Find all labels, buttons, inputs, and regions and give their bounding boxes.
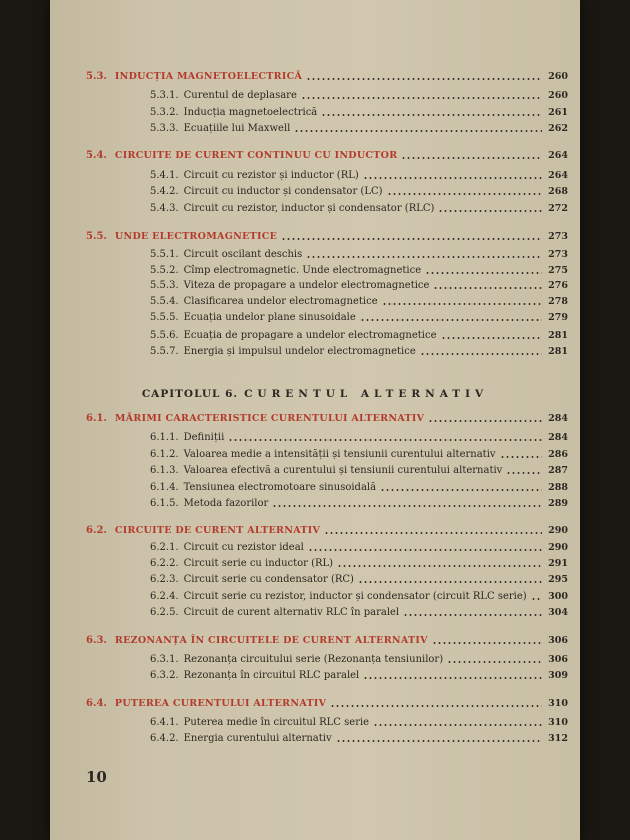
toc-subsection-entry [50,604,580,620]
toc-subsection-entry [50,730,580,746]
toc-subsection-entry [50,495,580,511]
entry-title: Cîmp electromagnetic. Unde electromagnetice [183,264,422,276]
entry-title: Metoda fazorilor [183,497,269,509]
entry-title: REZONANȚA ÎN CIRCUITELE DE CURENT ALTERNATIV [114,634,428,646]
entry-number: 6.1.4. [150,481,179,493]
entry-number: 5.4.3. [150,202,179,214]
entry-page-number: 272 [548,202,568,214]
entry-title: Ecuația de propagare a undelor electromagnetice [183,329,437,341]
entry-number: 6.4. [86,697,107,709]
page-number: 10 [86,768,107,786]
entry-title: Circuit serie cu inductor (RL) [183,557,334,569]
entry-number: 5.3.1. [150,89,179,101]
entry-page-number: 281 [548,329,568,341]
chapter-title: CURENTUL ALTERNATIV [244,388,489,400]
entry-title: CIRCUITE DE CURENT CONTINUU CU INDUCTOR [114,149,398,161]
entry-number: 6.1.1. [150,431,179,443]
entry-page-number: 291 [548,557,568,569]
dot-leader [433,287,542,289]
entry-title: Ecuațiile lui Maxwell [183,122,291,134]
entry-title: Circuit serie cu rezistor, inductor și condensator (circuit RLC serie) [183,590,527,602]
entry-title: CIRCUITE DE CURENT ALTERNATIV [114,524,321,536]
book-page [50,0,580,840]
entry-page-number: 264 [548,149,568,161]
dot-leader [403,614,542,616]
toc-subsection-entry [50,343,580,359]
dot-leader [382,303,542,305]
toc-subsection-entry [50,167,580,183]
dot-leader [401,157,542,159]
entry-page-number: 288 [548,481,568,493]
dot-leader [373,724,542,726]
entry-page-number: 289 [548,497,568,509]
entry-page-number: 278 [548,295,568,307]
dot-leader [363,677,542,679]
entry-title: Circuit cu rezistor ideal [183,541,304,553]
entry-title: Valoarea efectivă a curentului și tensiunii curentului alternativ [183,464,503,476]
toc-subsection-entry [50,87,580,103]
toc-subsection-entry [50,120,580,136]
entry-title: PUTEREA CURENTULUI ALTERNATIV [114,697,327,709]
entry-title: Viteza de propagare a undelor electromagnetice [183,279,430,291]
entry-number: 6.2. [86,524,107,536]
entry-page-number: 306 [548,634,568,646]
entry-number: 6.2.3. [150,573,179,585]
dot-leader [324,532,542,534]
entry-title: MĂRIMI CARACTERISTICE CURENTULUI ALTERNATIV [114,412,425,424]
entry-page-number: 273 [548,230,568,242]
toc-subsection-entry [50,277,580,293]
entry-page-number: 284 [548,412,568,424]
entry-number: 5.5.4. [150,295,179,307]
dot-leader [420,353,542,355]
dot-leader [380,489,542,491]
entry-number: 5.4.2. [150,185,179,197]
toc-subsection-entry [50,555,580,571]
entry-number: 5.4. [86,149,107,161]
toc-section-entry [50,147,580,163]
dot-leader [387,193,542,195]
toc-subsection-entry [50,104,580,120]
dot-leader [321,114,542,116]
entry-title: Curentul de deplasare [183,89,297,101]
dot-leader [363,177,542,179]
entry-number: 6.2.4. [150,590,179,602]
toc-section-entry [50,68,580,84]
entry-title: Energia și impulsul undelor electromagnetice [183,345,416,357]
dot-leader [360,319,542,321]
dot-leader [281,238,542,240]
entry-number: 5.5. [86,230,107,242]
dot-leader [447,661,542,663]
entry-page-number: 309 [548,669,568,681]
entry-page-number: 290 [548,541,568,553]
dot-leader [500,456,542,458]
entry-number: 5.5.2. [150,264,179,276]
toc-subsection-entry [50,429,580,445]
toc-subsection-entry [50,200,580,216]
entry-page-number: 306 [548,653,568,665]
dot-leader [358,581,542,583]
toc-subsection-entry [50,309,580,325]
toc-subsection-entry [50,183,580,199]
toc-section-entry [50,632,580,648]
entry-page-number: 312 [548,732,568,744]
dot-leader [228,439,542,441]
dot-leader [441,337,542,339]
entry-title: Circuit cu inductor și condensator (LC) [183,185,383,197]
entry-page-number: 310 [548,697,568,709]
toc-subsection-entry [50,539,580,555]
toc-section-entry [50,228,580,244]
entry-page-number: 290 [548,524,568,536]
entry-title: INDUCȚIA MAGNETOELECTRICĂ [114,70,303,82]
entry-number: 6.1.2. [150,448,179,460]
dot-leader [294,130,542,132]
entry-page-number: 284 [548,431,568,443]
dot-leader [337,565,542,567]
toc-subsection-entry [50,446,580,462]
entry-title: Valoarea medie a intensității și tensiunii curentului alternativ [183,448,496,460]
entry-number: 5.4.1. [150,169,179,181]
entry-number: 5.5.6. [150,329,179,341]
entry-number: 5.5.3. [150,279,179,291]
toc-section-entry [50,695,580,711]
entry-number: 6.3. [86,634,107,646]
entry-number: 6.1. [86,412,107,424]
entry-number: 6.1.3. [150,464,179,476]
entry-page-number: 268 [548,185,568,197]
entry-number: 5.3.3. [150,122,179,134]
dot-leader [432,642,542,644]
dot-leader [506,472,542,474]
entry-number: 6.2.2. [150,557,179,569]
entry-title: Tensiunea electromotoare sinusoidală [183,481,377,493]
entry-page-number: 273 [548,248,568,260]
toc-section-entry [50,410,580,426]
entry-title: Puterea medie în circuitul RLC serie [183,716,370,728]
chapter-prefix: CAPITOLUL 6. [141,388,239,400]
entry-number: 5.3.2. [150,106,179,118]
entry-number: 6.3.2. [150,669,179,681]
entry-title: Rezonanța circuitului serie (Rezonanța tensiunilor) [183,653,444,665]
toc-subsection-entry [50,262,580,278]
entry-number: 5.3. [86,70,107,82]
entry-page-number: 286 [548,448,568,460]
toc-subsection-entry [50,571,580,587]
dot-leader [428,420,542,422]
entry-page-number: 275 [548,264,568,276]
entry-page-number: 276 [548,279,568,291]
toc-subsection-entry [50,714,580,730]
toc-subsection-entry [50,462,580,478]
entry-number: 5.5.7. [150,345,179,357]
entry-title: Circuit oscilant deschis [183,248,303,260]
toc-section-entry [50,522,580,538]
dot-leader [531,598,542,600]
entry-title: Definiții [183,431,225,443]
entry-number: 6.2.1. [150,541,179,553]
toc-subsection-entry [50,667,580,683]
entry-page-number: 300 [548,590,568,602]
entry-title: Circuit serie cu condensator (RC) [183,573,354,585]
entry-title: Clasificarea undelor electromagnetice [183,295,378,307]
dot-leader [425,272,542,274]
entry-page-number: 264 [548,169,568,181]
entry-page-number: 260 [548,70,568,82]
entry-page-number: 262 [548,122,568,134]
toc-subsection-entry [50,651,580,667]
entry-number: 6.2.5. [150,606,179,618]
entry-number: 6.4.2. [150,732,179,744]
dot-leader [330,705,542,707]
entry-number: 6.4.1. [150,716,179,728]
entry-page-number: 260 [548,89,568,101]
dot-leader [306,78,542,80]
entry-number: 6.3.1. [150,653,179,665]
entry-page-number: 310 [548,716,568,728]
dot-leader [336,740,542,742]
toc-subsection-entry [50,327,580,343]
entry-page-number: 279 [548,311,568,323]
toc-subsection-entry [50,293,580,309]
dot-leader [308,549,542,551]
entry-number: 6.1.5. [150,497,179,509]
entry-number: 5.5.5. [150,311,179,323]
dot-leader [301,97,542,99]
entry-page-number: 281 [548,345,568,357]
dot-leader [306,256,542,258]
entry-title: Circuit cu rezistor și inductor (RL) [183,169,359,181]
dot-leader [272,505,542,507]
entry-page-number: 287 [548,464,568,476]
entry-title: Circuit cu rezistor, inductor și condensator (RLC) [183,202,435,214]
entry-title: Energia curentului alternativ [183,732,332,744]
entry-page-number: 295 [548,573,568,585]
entry-number: 5.5.1. [150,248,179,260]
toc-subsection-entry [50,588,580,604]
chapter-heading [50,388,580,400]
entry-page-number: 261 [548,106,568,118]
entry-title: Rezonanța în circuitul RLC paralel [183,669,360,681]
entry-page-number: 304 [548,606,568,618]
entry-title: UNDE ELECTROMAGNETICE [114,230,278,242]
toc-subsection-entry [50,246,580,262]
entry-title: Ecuația undelor plane sinusoidale [183,311,356,323]
dot-leader [438,210,542,212]
toc-subsection-entry [50,479,580,495]
entry-title: Circuit de curent alternativ RLC în paralel [183,606,400,618]
entry-title: Inducția magnetoelectrică [183,106,318,118]
